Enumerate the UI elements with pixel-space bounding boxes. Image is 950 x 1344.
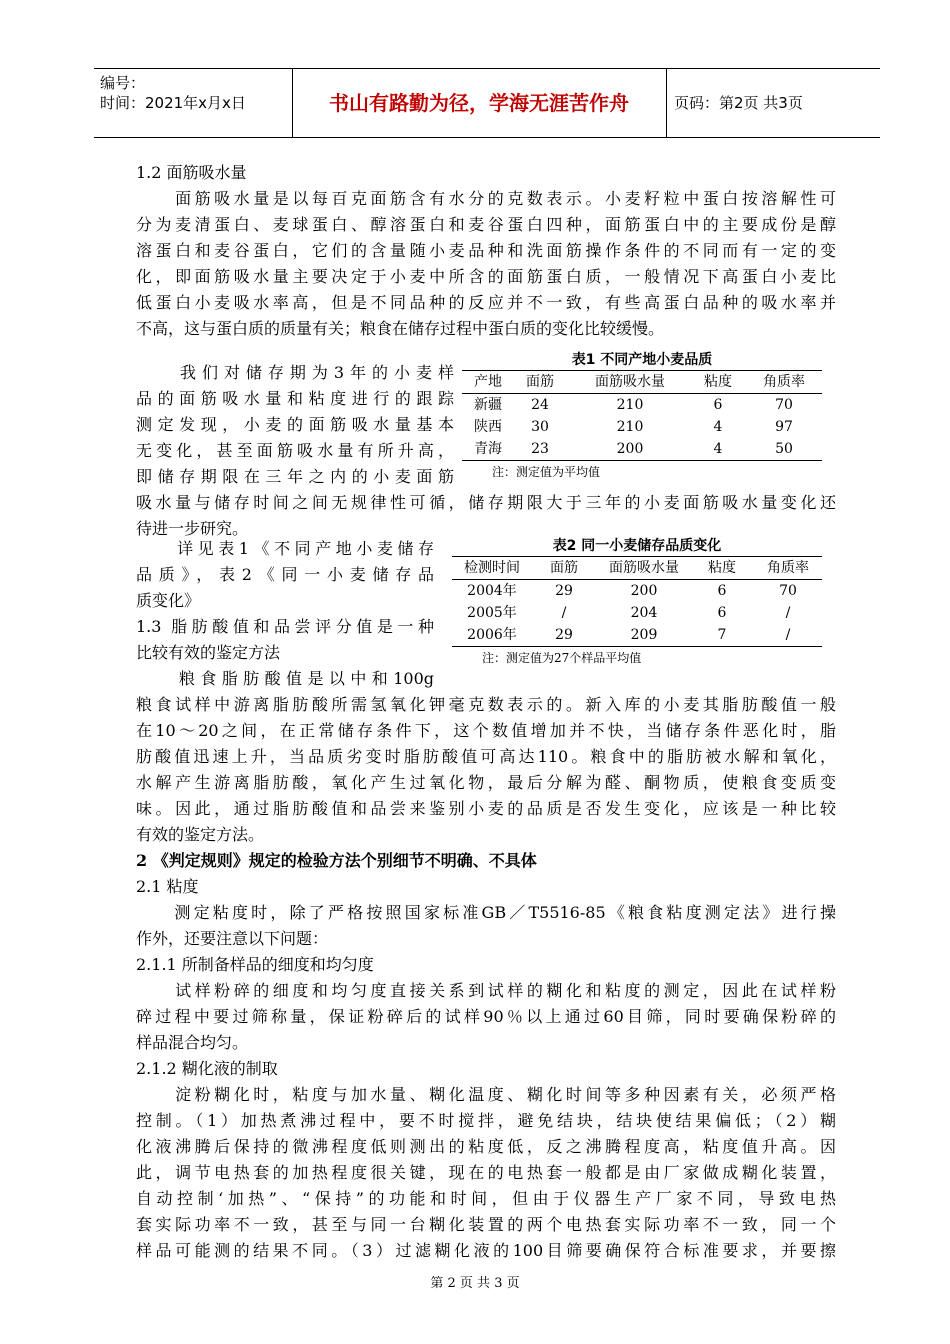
section-heading-2: 2 《判定规则》规定的检验方法个别细节不明确、不具体: [136, 851, 537, 870]
table-row: [462, 416, 822, 438]
table-cell: 24: [531, 397, 549, 413]
column-header: 面筋吸水量: [595, 374, 665, 390]
paragraph-line: 化，即面筋吸水量主要决定于小麦中所含的面筋蛋白质，一般情况下高蛋白小麦比: [136, 267, 836, 286]
column-header: 面筋: [550, 560, 578, 576]
header-motto: 书山有路勤为径，学海无涯苦作舟: [329, 91, 629, 115]
section-heading-2-1-2: 2.1.2 糊化液的制取: [136, 1059, 278, 1078]
section-heading-1-3: 1.3 脂肪酸值和品尝评分值是一种: [136, 617, 434, 636]
time-label: 时间：2021年x月x日: [100, 94, 246, 112]
table-cell: 陕西: [474, 419, 502, 435]
table-cell: 50: [775, 441, 793, 457]
paragraph-line: 作外，还要注意以下问题：: [136, 929, 329, 948]
column-header: 粘度: [708, 560, 736, 576]
header-page-info: 页码：第2页 共3页: [674, 94, 803, 112]
table-cell: 6: [713, 397, 723, 413]
paragraph-line: 待进一步研究。: [136, 519, 249, 538]
paragraph-line: 套实际功率不一致，甚至与同一台糊化装置的两个电热套实际功率不一致，同一个: [136, 1215, 836, 1234]
table-cell: 6: [717, 605, 727, 621]
table-cell: 4: [713, 419, 723, 435]
table-cell: /: [561, 605, 567, 621]
paragraph-line: 样品可能测的结果不同。（3）过滤糊化液的100目筛要确保符合标准要求，并要擦: [136, 1241, 836, 1260]
paragraph-line: 分为麦清蛋白、麦球蛋白、醇溶蛋白和麦谷蛋白四种，面筋蛋白中的主要成份是醇: [136, 215, 836, 234]
paragraph-line: 即储存期限在三年之内的小麦面筋: [136, 467, 454, 486]
number-label: 编号：: [100, 74, 146, 92]
paragraph-line: 碎过程中要过筛称量，保证粉碎后的试样90％以上通过60目筛，同时要确保粉碎的: [136, 1007, 836, 1026]
page-header: [94, 68, 880, 138]
paragraph-line: 控制。（1）加热煮沸过程中，要不时搅拌，避免结块，结块使结果偏低；（2）糊: [136, 1111, 836, 1130]
paragraph-line: 在10～20之间，在正常储存条件下，这个数值增加并不快，当储存条件恶化时，脂: [136, 721, 836, 740]
paragraph-line: 粮食试样中游离脂肪酸所需氢氧化钾毫克数表示的。新入库的小麦其脂肪酸值一般: [136, 695, 836, 714]
paragraph-line: 有效的鉴定方法。: [136, 825, 265, 844]
table-cell: 2006年: [467, 627, 517, 643]
paragraph-line: 试样粉碎的细度和均匀度直接关系到试样的糊化和粘度的测定，因此在试样粉: [136, 981, 836, 1000]
header-divider: [666, 69, 667, 137]
table-cell: 2004年: [467, 583, 517, 599]
table-cell: /: [785, 605, 791, 621]
paragraph-line: 溶蛋白和麦谷蛋白，它们的含量随小麦品种和洗面筋操作条件的不同而有一定的变: [136, 241, 836, 260]
table-cell: 7: [717, 627, 727, 643]
column-header: 面筋吸水量: [609, 560, 679, 576]
paragraph-line: 此，调节电热套的加热程度很关键，现在的电热套一般都是由厂家做成糊化装置，: [136, 1163, 836, 1182]
column-header: 角质率: [767, 560, 809, 576]
paragraph-line: 我们对储存期为3年的小麦样: [136, 363, 454, 382]
table-cell: 70: [779, 583, 797, 599]
table-cell: 青海: [474, 441, 502, 457]
header-divider: [292, 69, 293, 137]
column-header: 检测时间: [464, 560, 520, 576]
paragraph-line: 详见表1《不同产地小麦储存: [136, 539, 434, 558]
table-cell: 29: [555, 627, 573, 643]
table-bottom-rule: [462, 460, 822, 461]
paragraph-line: 测定粘度时，除了严格按照国家标准GB／T5516-85《粮食粘度测定法》进行操: [136, 903, 836, 922]
table-cell: 210: [616, 419, 644, 435]
paragraph-line: 无变化，甚至面筋吸水量有所升高，: [136, 441, 454, 460]
table-cell: 97: [775, 419, 793, 435]
table-cell: 204: [630, 605, 658, 621]
table-cell: 4: [713, 441, 723, 457]
table-caption: 表2 同一小麦储存品质变化: [552, 538, 722, 554]
table-caption: 表1 不同产地小麦品质: [571, 352, 713, 368]
table-2: [452, 536, 822, 667]
column-header: 产地: [474, 374, 502, 390]
section-heading-2-1-1: 2.1.1 所制备样品的细度和均匀度: [136, 955, 374, 974]
table-cell: 200: [630, 583, 658, 599]
paragraph-line: 样品混合均匀。: [136, 1033, 249, 1052]
table-cell: 6: [717, 583, 727, 599]
header-meta: [100, 73, 246, 113]
paragraph-line: 粮食脂肪酸值是以中和100g: [136, 669, 434, 688]
paragraph-line: 不高，这与蛋白质的质量有关；粮食在储存过程中蛋白质的变化比较缓慢。: [136, 319, 665, 338]
table-note: 注：测定值为27个样品平均值: [482, 651, 642, 665]
paragraph-line: 淀粉糊化时，粘度与加水量、糊化温度、糊化时间等多种因素有关，必须严格: [136, 1085, 836, 1104]
table-header-row: [462, 371, 822, 393]
paragraph-line: 低蛋白小麦吸水率高，但是不同品种的反应并不一致，有些高蛋白品种的吸水率并: [136, 293, 836, 312]
table-cell: 210: [616, 397, 644, 413]
page-footer: 第 2 页 共 3 页: [430, 1276, 520, 1291]
paragraph-line: 面筋吸水量是以每百克面筋含有水分的克数表示。小麦籽粒中蛋白按溶解性可: [136, 189, 836, 208]
section-heading-1-3-cont: 比较有效的鉴定方法: [136, 643, 281, 662]
table-cell: 新疆: [474, 397, 502, 413]
table-header-row: [452, 557, 822, 579]
table-bottom-rule: [452, 646, 822, 647]
table-cell: 2005年: [467, 605, 517, 621]
table-cell: 29: [555, 583, 573, 599]
table-row: [452, 624, 822, 646]
paragraph-line: 味。因此，通过脂肪酸值和品尝来鉴别小麦的品质是否发生变化，应该是一种比较: [136, 799, 836, 818]
section-heading-2-1: 2.1 粘度: [136, 877, 199, 896]
table-cell: 209: [630, 627, 658, 643]
table-cell: /: [785, 627, 791, 643]
table-cell: 70: [775, 397, 793, 413]
table-cell: 200: [616, 441, 644, 457]
section-heading-1-2: 1.2 面筋吸水量: [136, 163, 247, 182]
table-1: [462, 350, 822, 481]
paragraph-line: 测定发现，小麦的面筋吸水量基本: [136, 415, 454, 434]
paragraph-line: 品质》，表2《同一小麦储存品: [136, 565, 434, 584]
paragraph-line: 肪酸值迅速上升，当品质劣变时脂肪酸值可高达110。粮食中的脂肪被水解和氧化，: [136, 747, 836, 766]
column-header: 粘度: [704, 374, 732, 390]
table-note: 注：测定值为平均值: [492, 465, 601, 479]
table-cell: 30: [531, 419, 549, 435]
table-cell: 23: [531, 441, 549, 457]
table-row: [452, 602, 822, 624]
column-header: 面筋: [526, 374, 554, 390]
paragraph-line: 品的面筋吸水量和粘度进行的跟踪: [136, 389, 454, 408]
paragraph-line: 化液沸腾后保持的微沸程度低则测出的粘度低，反之沸腾程度高，粘度值升高。因: [136, 1137, 836, 1156]
table-row: [462, 438, 822, 460]
paragraph-line: 吸水量与储存时间之间无规律性可循，储存期限大于三年的小麦面筋吸水量变化还: [136, 493, 836, 512]
paragraph-line: 水解产生游离脂肪酸，氧化产生过氧化物，最后分解为醛、酮物质，使粮食变质变: [136, 773, 836, 792]
paragraph-line: 质变化》: [136, 591, 201, 610]
paragraph-line: 自动控制‘加热”、“保持”的功能和时间，但由于仪器生产厂家不同，导致电热: [136, 1189, 836, 1208]
table-row: [452, 580, 822, 602]
table-row: [462, 394, 822, 416]
column-header: 角质率: [763, 374, 805, 390]
